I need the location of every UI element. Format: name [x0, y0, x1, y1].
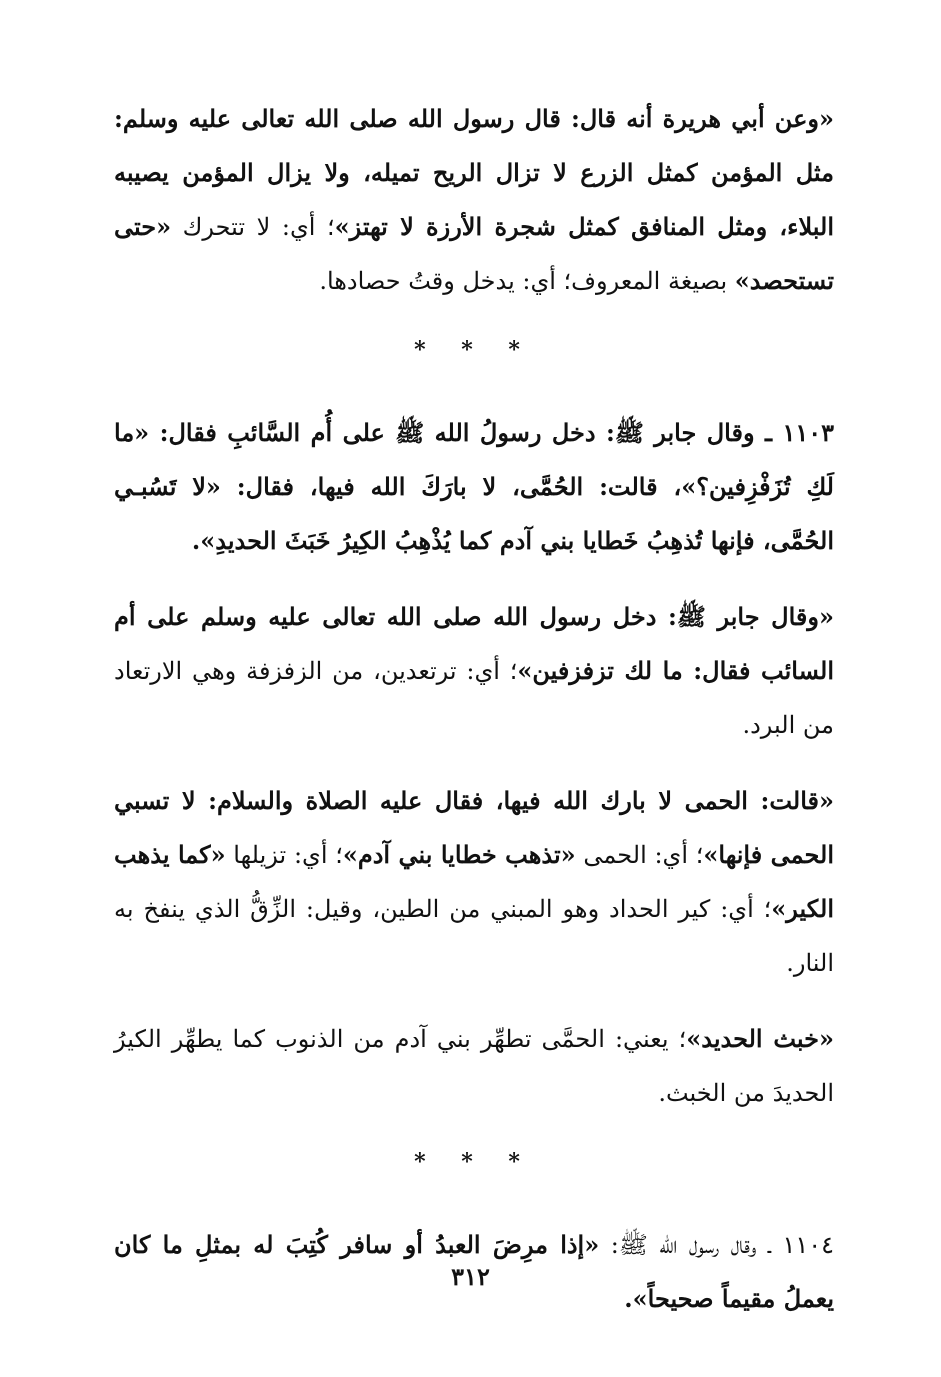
bold-text-segment: «وقال جابر ﷺ: دخل رسول الله صلى الله تعالى عليه وسلم على أم السائب فقال: ما لك تزفزفين» [114, 602, 834, 685]
text-segment: ١١٠٤ ـ وقال رسول الله ﷺ: [599, 1231, 835, 1259]
bold-text-segment: «حتى تستحصد» [114, 212, 834, 295]
paragraph [114, 590, 834, 752]
bold-text-segment: «إذا مرِضَ العبدُ أو سافر كُتِبَ له بمثلِ ما كان يعملُ مقيماً صحيحاً». [114, 1230, 834, 1313]
paragraph [114, 92, 834, 308]
section-separator: * * * [414, 337, 534, 363]
text-segment: ؛ يعني: الحمَّى تطهِّر بني آدم من الذنوب كما يطهِّر الكيرُ الحديدَ من الخبث. [114, 1025, 834, 1107]
text-segment: ؛ أي: لا تتحرك [171, 213, 335, 241]
bold-text-segment: «كما يذهب الكير» [114, 840, 834, 923]
bold-text-segment: «خبث الحديد» [686, 1024, 834, 1053]
bold-text-segment: «وعن أبي هريرة أنه قال: قال رسول الله صلى الله تعالى عليه وسلم: مثل المؤمن كمثل الزرع لا تزال الريح تميله، ولا يزال المؤمن يصيبه البلاء، ومثل المنافق كمثل شجرة الأرزة لا تهتز» [114, 104, 835, 241]
paragraph [114, 406, 834, 568]
paragraph [114, 1012, 834, 1120]
bold-text-segment: «تذهب خطايا بني آدم» [342, 840, 576, 869]
text-segment: ؛ أي: تزيلها [225, 841, 343, 869]
text-segment: بصيغة المعروف؛ أي: يدخل وقتُ حصادها. [319, 267, 735, 295]
bold-text-segment: «قالت: الحمى لا بارك الله فيها، فقال عليه الصلاة والسلام: لا تسبي الحمى فإنها» [114, 786, 835, 869]
page-number: ٣١٢ [451, 1262, 490, 1291]
bold-text-segment: ١١٠٣ ـ وقال جابر ﷺ: دخل رسولُ الله ﷺ على أُم السَّائبِ فقال: «ما لَكِ تُزَفْزِفين؟»، قالت: الحُمَّى، لا بارَكَ الله فيها، فقال: «لا تَسُبـي الحُمَّى، فإنها تُذهِبُ خَطايا بني آدم كما يُذْهِبُ الكِيرُ خَبَثَ الحديدِ». [114, 418, 834, 555]
section-separator: * * * [414, 1149, 534, 1175]
text-segment: ؛ أي: الحمى [575, 841, 704, 869]
text-segment: ؛ أي: كير الحداد وهو المبني من الطين، وقيل: الزِّقُّ الذي ينفخ به النار. [114, 895, 834, 977]
page-body [114, 92, 834, 1326]
paragraph [114, 774, 834, 990]
text-segment: ؛ أي: ترتعدين، من الزفزفة وهي الارتعاد من البرد. [114, 657, 834, 739]
